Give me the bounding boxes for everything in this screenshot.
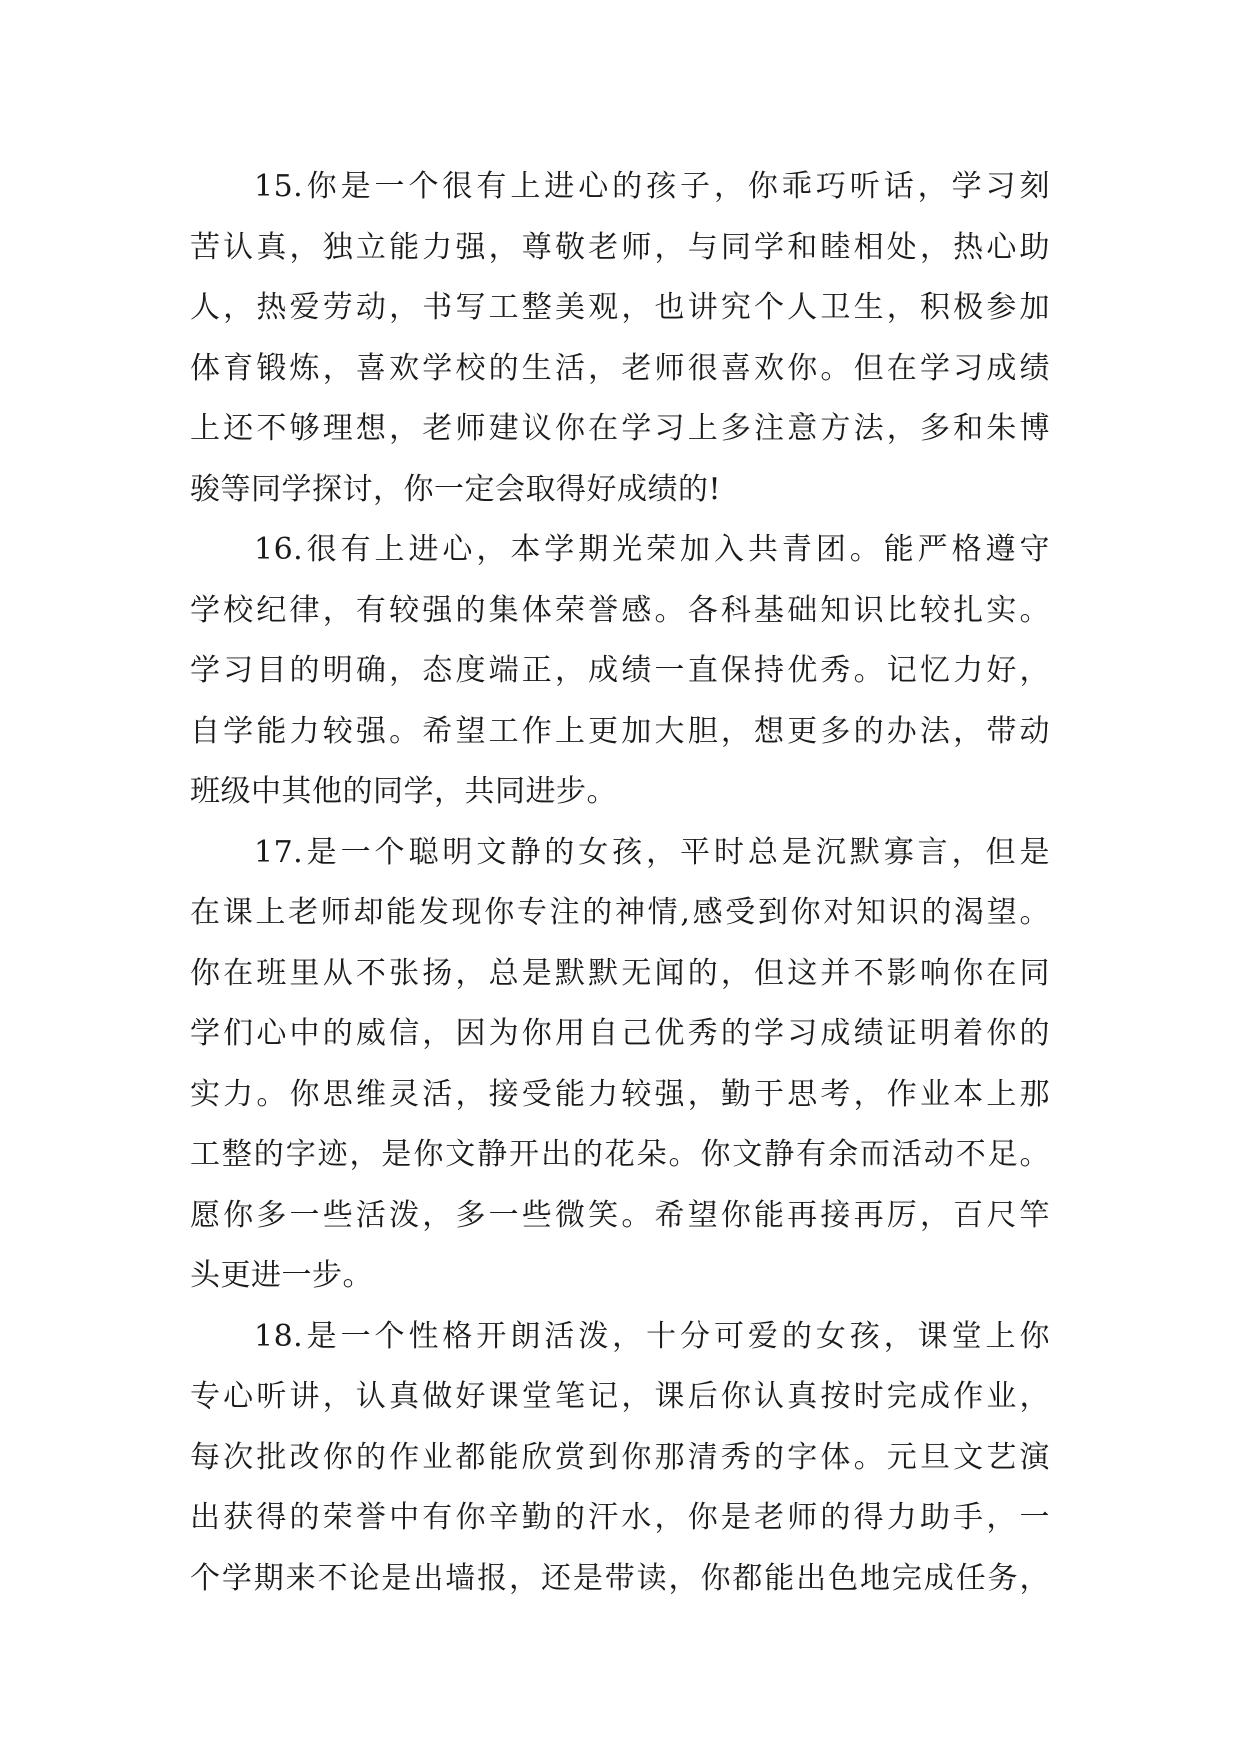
text-line: 实力。你思维灵活，接受能力较强，勤于思考，作业本上那 [190, 1076, 1050, 1112]
paragraph-18 [190, 1307, 1050, 1610]
text-line: 个学期来不论是出墙报，还是带读，你都能出色地完成任务， [190, 1560, 1050, 1596]
text-line: 每次批改你的作业都能欣赏到你那清秀的字体。元旦文艺演 [190, 1439, 1050, 1475]
text-line: 专心听讲，认真做好课堂笔记，课后你认真按时完成作业， [190, 1379, 1050, 1414]
document-body [190, 157, 1050, 1609]
text-line: 18.是一个性格开朗活泼，十分可爱的女孩，课堂上你 [254, 1318, 1050, 1354]
text-line: 在课上老师却能发现你专注的神情,感受到你对知识的渴望。 [190, 895, 1050, 930]
text-line: 上还不够理想，老师建议你在学习上多注意方法，多和朱博 [190, 411, 1050, 446]
text-line: 工整的字迹，是你文静开出的花朵。你文静有余而活动不足。 [190, 1137, 1050, 1172]
text-line: 学习目的明确，态度端正，成绩一直保持优秀。记忆力好， [190, 653, 1050, 688]
text-line: 16.很有上进心，本学期光荣加入共青团。能严格遵守 [254, 532, 1050, 567]
text-line: 头更进一步。 [190, 1258, 373, 1293]
paragraph-17 [190, 823, 1050, 1307]
text-line: 出获得的荣誉中有你辛勤的汗水，你是老师的得力助手，一 [190, 1500, 1050, 1535]
text-line: 人，热爱劳动，书写工整美观，也讲究个人卫生，积极参加 [190, 290, 1050, 325]
text-line: 学校纪律，有较强的集体荣誉感。各科基础知识比较扎实。 [190, 592, 1050, 628]
text-line: 17.是一个聪明文静的女孩，平时总是沉默寡言，但是 [254, 834, 1050, 870]
text-line: 你在班里从不张扬，总是默默无闻的，但这并不影响你在同 [190, 955, 1050, 991]
text-line: 体育锻炼，喜欢学校的生活，老师很喜欢你。但在学习成绩 [190, 350, 1050, 386]
paragraph-16 [190, 520, 1050, 823]
paragraph-15 [190, 157, 1050, 520]
text-line: 骏等同学探讨，你一定会取得好成绩的! [190, 471, 722, 507]
text-line: 班级中其他的同学，共同进步。 [190, 774, 617, 809]
text-line: 愿你多一些活泼，多一些微笑。希望你能再接再厉，百尺竿 [190, 1197, 1050, 1233]
text-line: 自学能力较强。希望工作上更加大胆，想更多的办法，带动 [190, 713, 1050, 749]
text-line: 苦认真，独立能力强，尊敬老师，与同学和睦相处，热心助 [190, 229, 1050, 265]
text-line: 学们心中的威信，因为你用自己优秀的学习成绩证明着你的 [190, 1016, 1050, 1051]
text-line: 15.你是一个很有上进心的孩子，你乖巧听话，学习刻 [254, 169, 1050, 204]
